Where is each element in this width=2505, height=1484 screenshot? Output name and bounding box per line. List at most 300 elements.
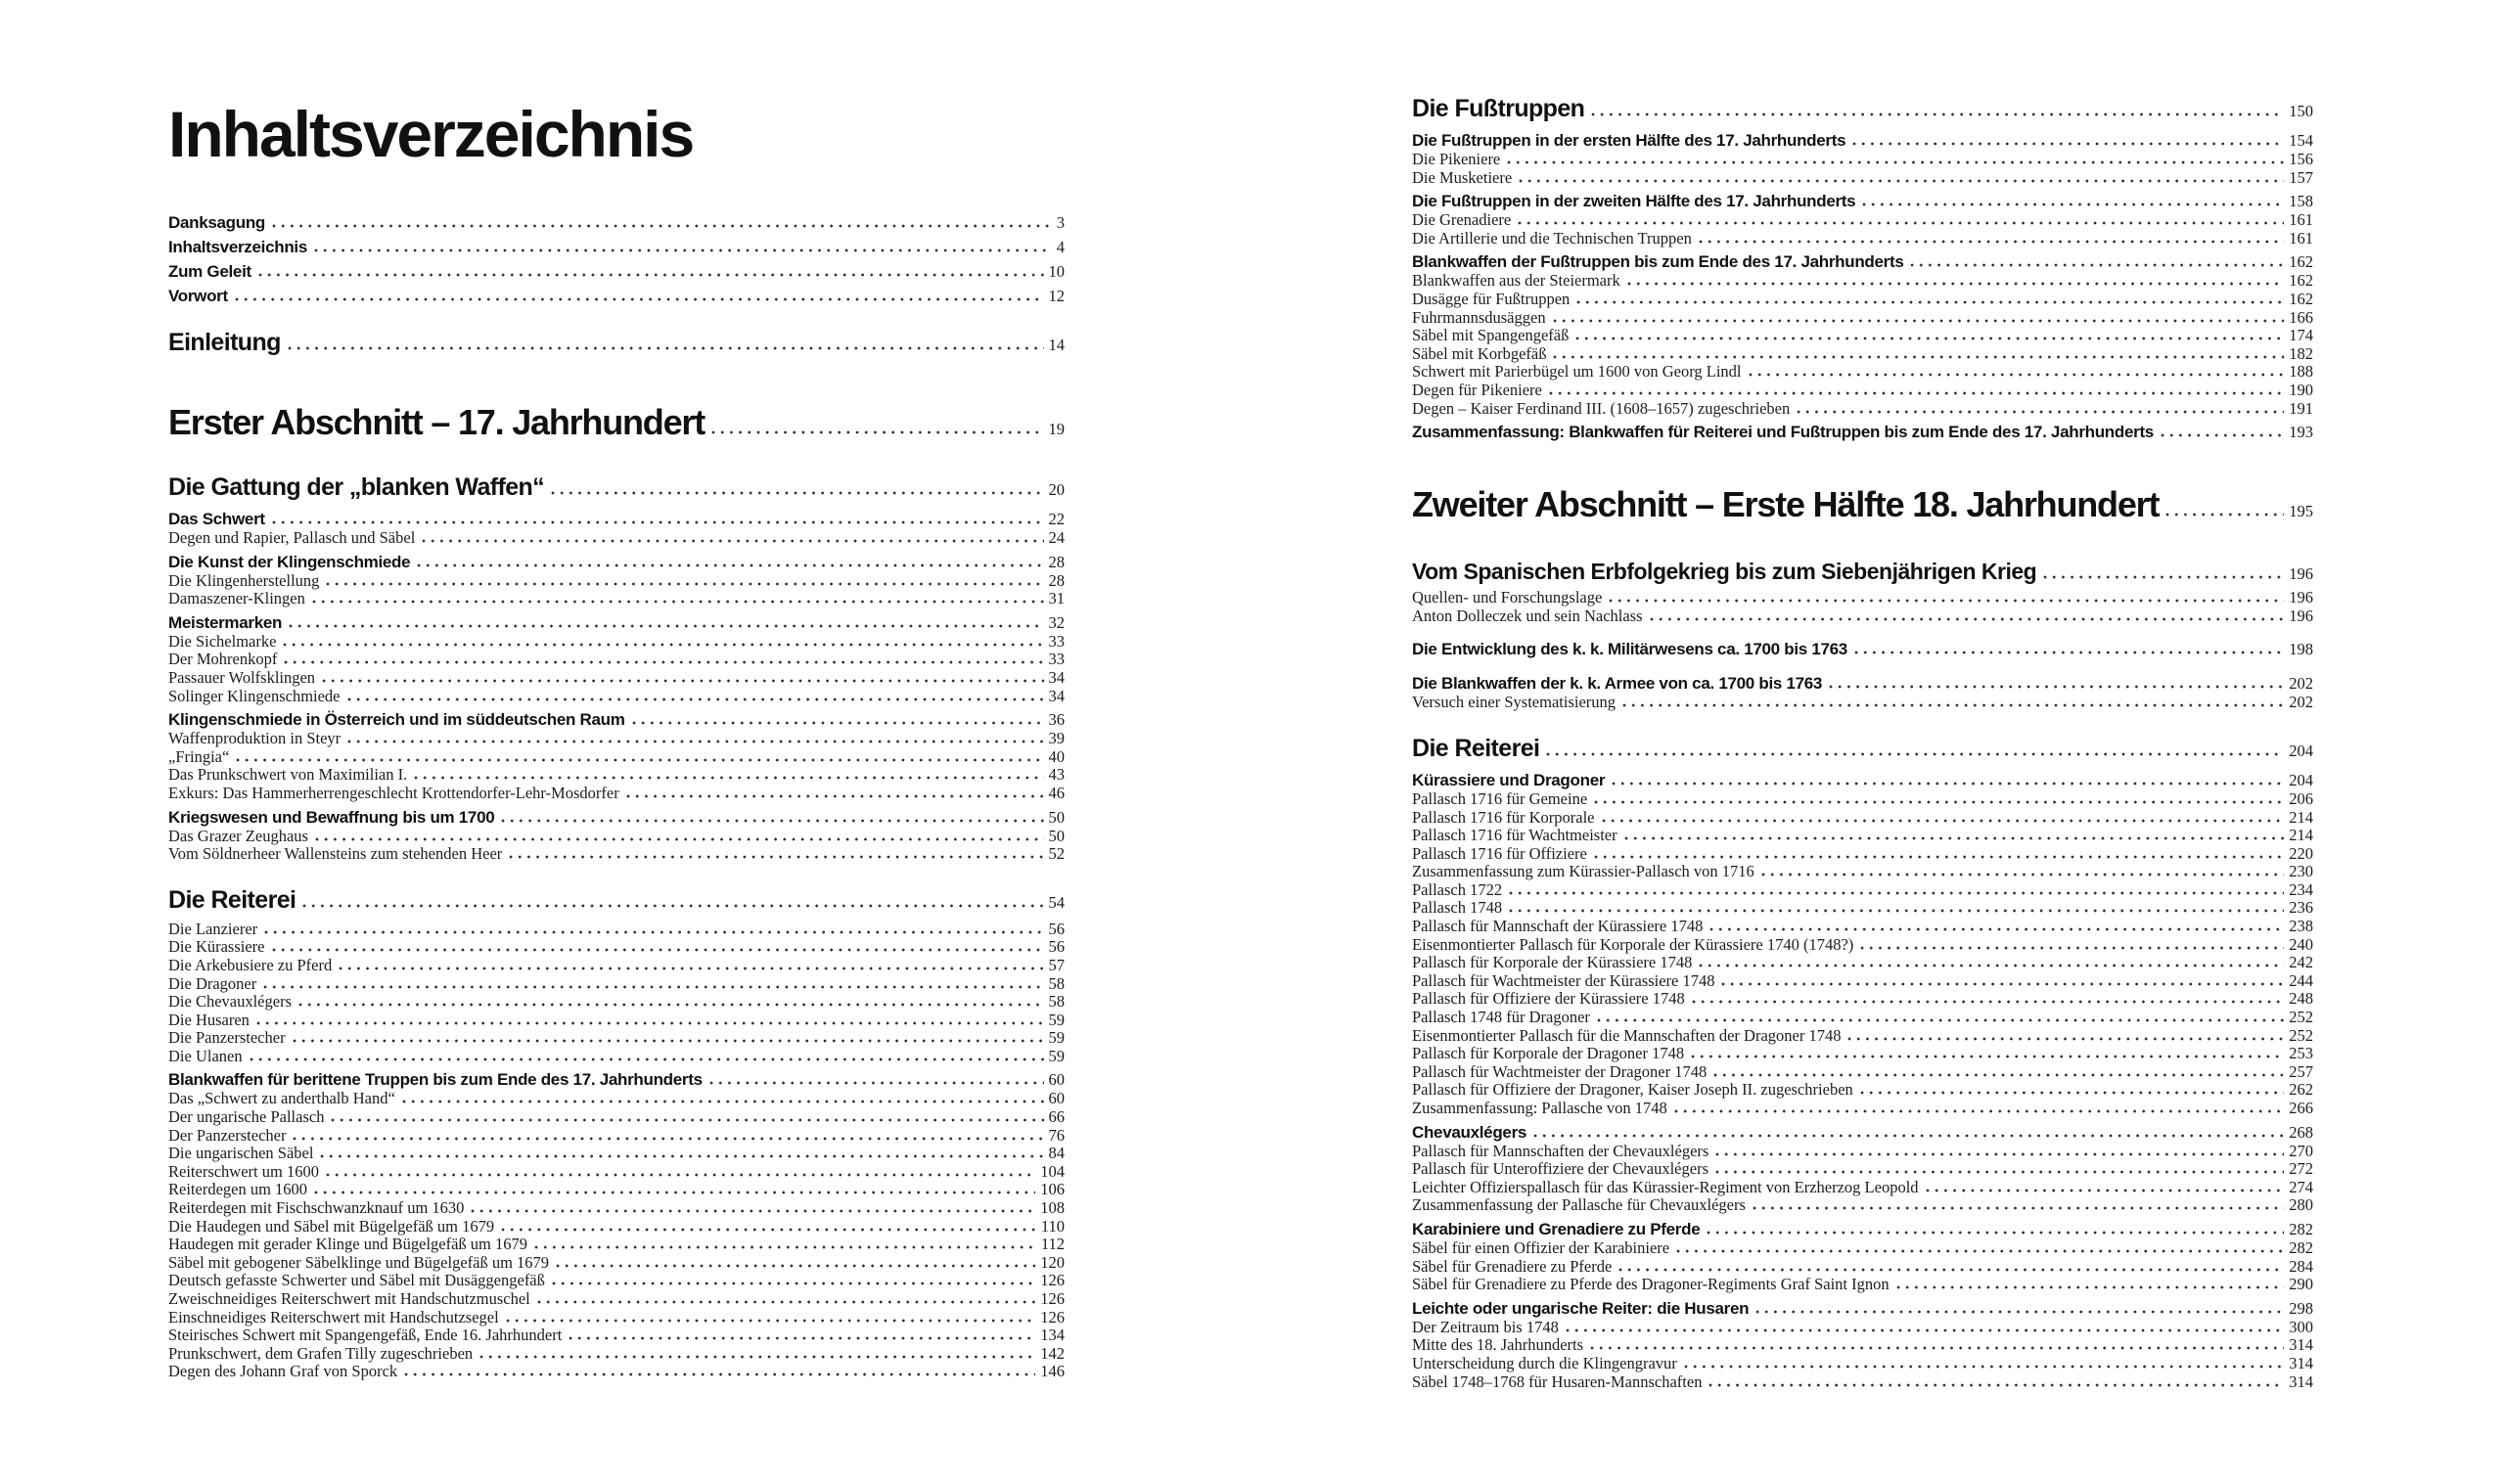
toc-entry-label: Pallasch 1748: [1412, 898, 1503, 918]
toc-entry-label: Reiterdegen um 1600: [168, 1180, 308, 1199]
dot-leader: [258, 273, 1044, 277]
toc-entry-label: „Fringia“: [168, 746, 230, 766]
toc-entry-label: Erster Abschnitt – 17. Jahrhundert: [168, 402, 706, 442]
dot-leader: [556, 1264, 1035, 1268]
dot-leader: [314, 1191, 1035, 1194]
toc-entry-page-number: 284: [2289, 1256, 2313, 1276]
toc-entry-label: Fuhrmannsdusäggen: [1412, 307, 1546, 327]
dot-leader: [289, 624, 1043, 628]
toc-entry-label: Die Fußtruppen in der ersten Hälfte des 17. Jahrhunderts: [1412, 131, 1846, 150]
toc-entry-page-number: 198: [2289, 640, 2313, 659]
toc-entry-label: Die Grenadiere: [1412, 210, 1512, 230]
toc-entry-label: Einschneidiges Reiterschwert mit Handschutzsegel: [168, 1307, 499, 1327]
toc-entry-label: Die ungarischen Säbel: [168, 1144, 314, 1163]
toc-entry-regular: [1412, 1027, 2313, 1046]
toc-entry-regular: [168, 572, 1065, 591]
dot-leader: [402, 1100, 1044, 1103]
toc-entry-bold: [1412, 423, 2313, 442]
dot-leader: [1707, 1231, 2284, 1235]
toc-entry-page-number: 126: [1040, 1289, 1065, 1308]
dot-leader: [1708, 1383, 2284, 1387]
toc-entry-page-number: 244: [2289, 970, 2313, 990]
toc-entry-page-number: 10: [1048, 262, 1065, 281]
toc-entry-label: Säbel mit Korbgefäß: [1412, 343, 1547, 363]
dot-leader: [1533, 1134, 2284, 1138]
dot-leader: [1854, 651, 2284, 654]
toc-entry-page-number: 60: [1048, 1070, 1065, 1090]
toc-list-right: [1412, 94, 2313, 1391]
toc-entry-page-number: 59: [1048, 1010, 1065, 1029]
toc-entry-label: Der Panzerstecher: [168, 1125, 287, 1145]
toc-entry-regular: [1412, 1179, 2313, 1197]
toc-entry-regular: [168, 957, 1065, 975]
toc-entry-label: Die Gattung der „blanken Waffen“: [168, 473, 545, 501]
toc-entry-regular: [1412, 1196, 2313, 1215]
toc-entry-regular: [1412, 1239, 2313, 1258]
toc-entry-label: Säbel für einen Offizier der Karabiniere: [1412, 1237, 1670, 1257]
dot-leader: [264, 930, 1043, 934]
dot-leader: [326, 582, 1043, 586]
dot-leader: [331, 1118, 1043, 1122]
dot-leader: [2165, 513, 2284, 517]
toc-entry-label: Karabiniere und Grenadiere zu Pferde: [1412, 1219, 1701, 1238]
toc-entry-label: Kriegswesen und Bewaffnung bis um 1700: [168, 807, 495, 827]
toc-entry-regular: [1412, 1355, 2313, 1373]
toc-entry-bold: [1412, 771, 2313, 790]
toc-entry-page-number: 12: [1048, 287, 1065, 305]
toc-entry-label: Die Ulanen: [168, 1046, 243, 1065]
dot-leader: [1860, 946, 2284, 950]
toc-entry-label: Die Fußtruppen in der zweiten Hälfte des 17. Jahrhunderts: [1412, 192, 1856, 211]
dot-leader: [1692, 1000, 2285, 1004]
toc-entry-label: Der ungarische Pallasch: [168, 1107, 325, 1127]
dot-leader: [302, 904, 1043, 908]
toc-entry-regular: [1412, 607, 2313, 626]
dot-leader: [1753, 1206, 2284, 1210]
toc-entry-page-number: 4: [1056, 238, 1065, 256]
toc-entry-label: Zusammenfassung: Pallasche von 1748: [1412, 1099, 1667, 1117]
toc-entry-label: Das Schwert: [168, 510, 265, 528]
toc-entry-label: Die Dragoner: [168, 973, 257, 993]
dot-leader: [1609, 599, 2284, 603]
dot-leader: [347, 740, 1043, 743]
dot-leader: [1591, 112, 2284, 116]
dot-leader: [1549, 391, 2284, 395]
toc-entry-regular: [168, 1254, 1065, 1273]
dot-leader: [417, 563, 1043, 567]
toc-entry-bold: [1412, 252, 2313, 272]
toc-entry-label: Pallasch 1716 für Gemeine: [1412, 788, 1588, 808]
toc-entry-page-number: 32: [1048, 612, 1065, 632]
dot-leader: [236, 758, 1043, 762]
toc-entry-label: Blankwaffen der Fußtruppen bis zum Ende des 17. Jahrhunderts: [1412, 252, 1904, 272]
dot-leader: [1546, 752, 2284, 756]
dot-leader: [709, 1081, 1044, 1085]
dot-leader: [1699, 964, 2284, 967]
toc-entry-page-number: 162: [2289, 252, 2313, 272]
dot-leader: [1553, 355, 2284, 359]
toc-entry-page-number: 84: [1048, 1144, 1065, 1163]
dot-leader: [1684, 1365, 2284, 1369]
toc-entry-page-number: 52: [1048, 844, 1065, 864]
toc-entry-regular: [1412, 1045, 2313, 1063]
toc-entry-regular: [168, 590, 1065, 608]
toc-entry-page-number: 142: [1040, 1343, 1065, 1363]
toc-entry-page-number: 46: [1048, 783, 1065, 802]
toc-entry-regular: [1412, 291, 2313, 309]
dot-leader: [1691, 1055, 2284, 1058]
toc-entry-label: Anton Dolleczek und sein Nachlass: [1412, 606, 1643, 625]
toc-entry-label: Klingenschmiede in Österreich und im süddeutschen Raum: [168, 710, 625, 730]
toc-entry-page-number: 290: [2289, 1275, 2313, 1294]
toc-entry-page-number: 166: [2289, 307, 2313, 327]
dot-leader: [1755, 1310, 2284, 1314]
toc-entry-page-number: 34: [1048, 686, 1065, 705]
toc-entry-label: Die Entwicklung des k. k. Militärwesens ca. 1700 bis 1763: [1412, 640, 1847, 659]
toc-entry-label: Deutsch gefasste Schwerter und Säbel mit Dusäggengefäß: [168, 1271, 545, 1290]
toc-entry-page-number: 157: [2289, 167, 2313, 187]
toc-entry-label: Passauer Wolfsklingen: [168, 667, 316, 687]
toc-entry-page-number: 54: [1048, 892, 1065, 912]
toc-entry-label: Pallasch 1748 für Dragoner: [1412, 1008, 1590, 1027]
toc-entry-bold: [1412, 1299, 2313, 1319]
toc-entry-page-number: 196: [2289, 588, 2313, 607]
toc-entry-page-number: 238: [2289, 917, 2313, 936]
dot-leader: [471, 1209, 1035, 1213]
toc-entry-page-number: 202: [2289, 693, 2313, 712]
dot-leader: [2161, 433, 2284, 437]
toc-entry-regular: [168, 1145, 1065, 1163]
toc-entry-page-number: 60: [1048, 1089, 1065, 1108]
toc-entry-page-number: 248: [2289, 989, 2313, 1009]
toc-entry-page-number: 280: [2289, 1195, 2313, 1215]
toc-entry-regular: [168, 1327, 1065, 1345]
toc-entry-regular: [1412, 211, 2313, 230]
toc-entry-page-number: 161: [2289, 228, 2313, 247]
toc-entry-page-number: 126: [1040, 1307, 1065, 1327]
toc-entry-page-number: 19: [1048, 420, 1065, 438]
toc-entry-label: Leichter Offizierspallasch für das Kürassier-Regiment von Erzherzog Leopold: [1412, 1177, 1919, 1196]
toc-entry-page-number: 257: [2289, 1061, 2313, 1081]
dot-leader: [1862, 202, 2284, 206]
toc-entry-page-number: 236: [2289, 898, 2313, 918]
toc-entry-regular: [168, 1363, 1065, 1381]
toc-entry-regular: [168, 529, 1065, 548]
toc-entry-page-number: 59: [1048, 1046, 1065, 1065]
dot-leader: [1797, 410, 2284, 414]
toc-entry-page-number: 112: [1040, 1235, 1065, 1254]
toc-entry-label: Die Chevauxlégers: [168, 992, 292, 1012]
toc-entry-page-number: 154: [2289, 131, 2313, 150]
toc-entry-page-number: 22: [1048, 510, 1065, 528]
toc-entry-regular: [168, 669, 1065, 688]
dot-leader: [250, 1057, 1044, 1061]
toc-entry-regular: [1412, 1336, 2313, 1355]
toc-entry-page-number: 191: [2289, 398, 2313, 418]
toc-entry-page-number: 253: [2289, 1044, 2313, 1063]
toc-entry-regular: [168, 1048, 1065, 1066]
dot-leader: [1594, 855, 2284, 859]
toc-entry-page-number: 39: [1048, 729, 1065, 748]
dot-leader: [422, 539, 1043, 543]
toc-entry-regular: [1412, 1319, 2313, 1337]
toc-entry-bold-group: [1412, 674, 2313, 694]
toc-entry-regular: [168, 938, 1065, 957]
toc-entry-regular: [168, 921, 1065, 939]
toc-entry-regular: [168, 1309, 1065, 1327]
toc-entry-page-number: 59: [1048, 1028, 1065, 1048]
toc-entry-regular: [1412, 1081, 2313, 1100]
toc-entry-regular: [1412, 899, 2313, 918]
toc-entry-regular: [1412, 1258, 2313, 1277]
toc-entry-label: Unterscheidung durch die Klingengravur: [1412, 1353, 1677, 1372]
toc-entry-page-number: 272: [2289, 1159, 2313, 1179]
toc-entry-regular: [1412, 230, 2313, 248]
toc-entry-label: Zweiter Abschnitt – Erste Hälfte 18. Jahrhundert: [1412, 484, 2160, 525]
toc-entry-label: Der Zeitraum bis 1748: [1412, 1317, 1559, 1336]
dot-leader: [1749, 373, 2285, 377]
toc-entry-bold: [168, 238, 1065, 257]
toc-entry-page-number: 156: [2289, 150, 2313, 168]
toc-entry-bold: [1412, 192, 2313, 211]
dot-leader: [1509, 909, 2284, 913]
toc-entry-page-number: 33: [1048, 631, 1065, 651]
toc-entry-regular: [168, 993, 1065, 1012]
toc-entry-regular: [1412, 790, 2313, 809]
dot-leader: [501, 819, 1043, 823]
toc-entry-page-number: 36: [1048, 710, 1065, 730]
toc-entry-label: Pallasch für Offiziere der Kürassiere 1748: [1412, 989, 1685, 1009]
toc-entry-regular: [1412, 382, 2313, 400]
dot-leader: [293, 1137, 1043, 1141]
toc-entry-label: Die Artillerie und die Technischen Truppen: [1412, 228, 1692, 247]
toc-entry-regular: [1412, 363, 2313, 382]
toc-entry-regular: [1412, 809, 2313, 828]
toc-entry-bold: [1412, 1220, 2313, 1239]
toc-entry-label: Blankwaffen aus der Steiermark: [1412, 271, 1620, 291]
toc-entry-page-number: 220: [2289, 843, 2313, 863]
dot-leader: [1509, 891, 2284, 895]
toc-entry-section: [168, 472, 1065, 505]
toc-entry-page-number: 108: [1040, 1198, 1065, 1218]
toc-entry-page-number: 195: [2289, 502, 2313, 521]
toc-entry-page-number: 204: [2289, 770, 2313, 789]
toc-entry-regular: [1412, 309, 2313, 328]
toc-entry-label: Degen des Johann Graf von Sporck: [168, 1362, 398, 1381]
dot-leader: [1575, 337, 2284, 340]
toc-entry-regular: [1412, 1143, 2313, 1161]
toc-entry-page-number: 14: [1048, 336, 1065, 354]
toc-entry-label: Meistermarken: [168, 612, 283, 632]
toc-entry-label: Die Arkebusiere zu Pferd: [168, 955, 333, 974]
toc-entry-page-number: 66: [1048, 1107, 1065, 1127]
toc-entry-regular: [168, 1218, 1065, 1237]
toc-entry-page-number: 214: [2289, 826, 2313, 845]
toc-entry-label: Die Reiterei: [1412, 734, 1540, 762]
toc-entry-page-number: 58: [1048, 973, 1065, 993]
toc-entry-page-number: 268: [2289, 1122, 2313, 1142]
toc-entry-page-number: 28: [1048, 552, 1065, 571]
toc-entry-chapter: [1412, 483, 2313, 533]
dot-leader: [1624, 836, 2285, 840]
toc-entry-label: Säbel 1748–1768 für Husaren-Mannschaften: [1412, 1372, 1703, 1391]
toc-entry-page-number: 240: [2289, 934, 2313, 954]
toc-entry-page-number: 270: [2289, 1141, 2313, 1160]
toc-entry-bold: [168, 510, 1065, 529]
toc-entry-page-number: 56: [1048, 937, 1065, 957]
dot-leader: [1627, 282, 2285, 286]
toc-entry-regular: [168, 1108, 1065, 1127]
dot-leader: [1847, 1037, 2284, 1041]
toc-entry-regular: [168, 688, 1065, 706]
toc-entry-label: Der Mohrenkopf: [168, 650, 278, 669]
dot-leader: [339, 967, 1043, 970]
dot-leader: [1594, 800, 2284, 804]
toc-entry-regular: [1412, 954, 2313, 972]
toc-entry-regular: [168, 1345, 1065, 1364]
dot-leader: [711, 430, 1043, 434]
toc-entry-label: Pallasch für Mannschaften der Chevauxlégers: [1412, 1141, 1709, 1160]
toc-entry-regular: [1412, 1100, 2313, 1118]
toc-entry-label: Säbel für Grenadiere zu Pferde: [1412, 1256, 1613, 1276]
toc-entry-page-number: 262: [2289, 1080, 2313, 1100]
toc-entry-label: Pallasch für Korporale der Dragoner 1748: [1412, 1044, 1685, 1063]
toc-entry-page-number: 76: [1048, 1125, 1065, 1145]
dot-leader: [509, 855, 1043, 859]
toc-entry-page-number: 282: [2289, 1237, 2313, 1257]
toc-entry-label: Die Musketiere: [1412, 167, 1513, 187]
toc-entry-label: Dusägge für Fußtruppen: [1412, 289, 1571, 308]
toc-entry-page-number: 34: [1048, 667, 1065, 687]
toc-entry-label: Pallasch 1722: [1412, 879, 1503, 899]
toc-entry-page-number: 162: [2289, 271, 2313, 291]
toc-entry-label: Versuch einer Systematisierung: [1412, 693, 1617, 712]
toc-entry-page-number: 234: [2289, 879, 2313, 899]
toc-entry-regular: [1412, 327, 2313, 345]
dot-leader: [326, 1173, 1035, 1177]
toc-entry-page-number: 126: [1040, 1271, 1065, 1290]
toc-entry-page-number: 31: [1048, 589, 1065, 608]
toc-entry-regular: [1412, 151, 2313, 169]
toc-entry-page-number: 104: [1040, 1161, 1065, 1181]
toc-entry-bold: [1412, 131, 2313, 151]
toc-entry-label: Einleitung: [168, 329, 281, 356]
toc-entry-label: Pallasch 1716 für Offiziere: [1412, 843, 1587, 863]
dot-leader: [537, 1300, 1035, 1304]
dot-leader: [314, 248, 1052, 252]
toc-entry-regular: [168, 748, 1065, 767]
toc-entry-label: Pallasch für Wachtmeister der Kürassiere 1748: [1412, 970, 1715, 990]
toc-entry-section: [168, 328, 1065, 360]
dot-leader: [1715, 1170, 2284, 1174]
toc-entry-section: [1412, 94, 2313, 126]
dot-leader: [347, 697, 1044, 701]
toc-entry-regular: [168, 1012, 1065, 1030]
toc-entry-regular: [1412, 845, 2313, 864]
toc-entry-page-number: 190: [2289, 380, 2313, 399]
dot-leader: [501, 1228, 1036, 1232]
toc-entry-label: Haudegen mit gerader Klinge und Bügelgefäß um 1679: [168, 1235, 528, 1254]
toc-entry-label: Degen für Pikeniere: [1412, 380, 1542, 399]
toc-entry-page-number: 24: [1048, 528, 1065, 547]
toc-entry-bold-group: [1412, 640, 2313, 659]
toc-entry-regular: [1412, 169, 2313, 188]
toc-entry-page-number: 150: [2289, 102, 2313, 120]
toc-entry-label: Degen und Rapier, Pallasch und Säbel: [168, 528, 416, 547]
dot-leader: [1699, 240, 2284, 244]
toc-entry-label: Pallasch für Wachtmeister der Dragoner 1748: [1412, 1061, 1708, 1081]
dot-leader: [1597, 1018, 2284, 1022]
right-page: [1412, 0, 2313, 1391]
toc-entry-page-number: 50: [1048, 826, 1065, 845]
toc-entry-regular: [1412, 1063, 2313, 1082]
dot-leader: [1910, 263, 2284, 267]
toc-entry-regular: [1412, 272, 2313, 291]
toc-entry-label: Die Sichelmarke: [168, 631, 277, 651]
toc-entry-chapter: [168, 401, 1065, 451]
dot-leader: [632, 721, 1044, 725]
toc-entry-page-number: 28: [1048, 570, 1065, 590]
toc-entry-label: Die Blankwaffen der k. k. Armee von ca. 1700 bis 1763: [1412, 674, 1823, 694]
toc-entry-regular: [1412, 1009, 2313, 1027]
toc-entry-label: Das Prunkschwert von Maximilian I.: [168, 765, 408, 785]
toc-entry-page-number: 146: [1040, 1362, 1065, 1381]
dot-leader: [1926, 1189, 2285, 1192]
toc-entry-label: Reiterdegen mit Fischschwanzknauf um 1630: [168, 1198, 465, 1218]
toc-entry-label: Leichte oder ungarische Reiter: die Husaren: [1412, 1298, 1750, 1318]
toc-entry-label: Danksagung: [168, 213, 266, 232]
toc-entry-label: Vom Spanischen Erbfolgekrieg bis zum Siebenjährigen Krieg: [1412, 559, 2037, 585]
toc-entry-label: Reiterschwert um 1600: [168, 1161, 319, 1181]
toc-entry-label: Zum Geleit: [168, 262, 251, 281]
toc-entry-section: [1412, 734, 2313, 766]
dot-leader: [552, 1282, 1035, 1285]
toc-entry-page-number: 314: [2289, 1335, 2313, 1355]
toc-entry-page-number: 3: [1056, 213, 1065, 232]
dot-leader: [1612, 782, 2284, 786]
toc-entry-regular: [168, 1181, 1065, 1199]
dot-leader: [1519, 179, 2284, 183]
toc-entry-label: Chevauxlégers: [1412, 1122, 1527, 1142]
toc-entry-regular: [1412, 972, 2313, 991]
dot-leader: [1896, 1285, 2285, 1289]
toc-entry-regular: [1412, 863, 2313, 881]
toc-entry-page-number: 274: [2289, 1177, 2313, 1196]
toc-entry-page-number: 182: [2289, 343, 2313, 363]
toc-entry-page-number: 214: [2289, 807, 2313, 827]
toc-entry-page-number: 242: [2289, 953, 2313, 972]
toc-entry-regular: [168, 1272, 1065, 1290]
dot-leader: [1715, 1152, 2284, 1156]
toc-entry-regular: [168, 1090, 1065, 1108]
toc-entry-label: Pallasch für Unteroffiziere der Chevauxlégers: [1412, 1159, 1708, 1179]
toc-entry-page-number: 134: [1040, 1326, 1065, 1345]
toc-entry-page-number: 40: [1048, 746, 1065, 766]
dot-leader: [263, 985, 1043, 989]
toc-entry-label: Prunkschwert, dem Grafen Tilly zugeschrieben: [168, 1343, 474, 1363]
toc-entry-label: Zusammenfassung der Pallasche für Chevauxlégers: [1412, 1195, 1746, 1215]
dot-leader: [1674, 1109, 2285, 1113]
dot-leader: [272, 520, 1044, 524]
toc-entry-page-number: 206: [2289, 788, 2313, 808]
toc-entry-label: Pallasch 1716 für Korporale: [1412, 807, 1595, 827]
toc-entry-label: Säbel mit gebogener Säbelklinge und Bügelgefäß um 1679: [168, 1252, 550, 1272]
toc-entry-label: Die Klingenherstellung: [168, 570, 320, 590]
toc-entry-label: Das „Schwert zu anderthalb Hand“: [168, 1089, 395, 1108]
toc-entry-regular: [1412, 694, 2313, 712]
toc-entry-page-number: 162: [2289, 289, 2313, 308]
toc-entry-page-number: 252: [2289, 1025, 2313, 1045]
